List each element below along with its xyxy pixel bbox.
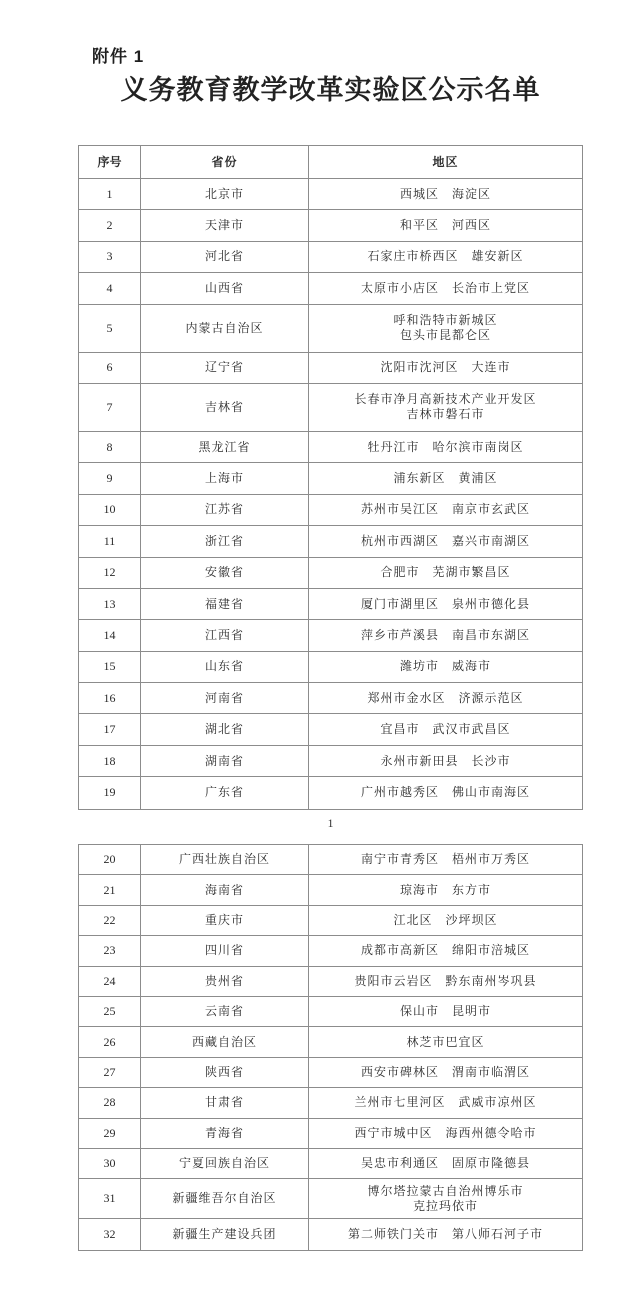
regions-cell — [309, 1179, 582, 1218]
province-cell-line: 贵州省 — [204, 973, 244, 988]
province-cell-line: 山西省 — [204, 280, 244, 295]
row-number-cell — [79, 179, 141, 209]
regions-cell-line: 江北区 沙坪坝区 — [393, 912, 498, 927]
column-header-no-line: 序号 — [97, 154, 122, 169]
province-cell-line: 湖北省 — [204, 722, 244, 737]
row-number-cell — [79, 746, 141, 776]
province-cell — [141, 936, 309, 965]
regions-cell — [309, 1119, 582, 1148]
regions-cell-line: 包头市昆都仑区 — [399, 328, 491, 343]
row-number-cell-line: 10 — [103, 502, 116, 517]
province-cell-line: 陕西省 — [204, 1064, 244, 1079]
regions-cell — [309, 620, 582, 650]
row-number-cell-line: 6 — [106, 360, 113, 375]
province-cell — [141, 683, 309, 713]
regions-cell-line: 宜昌市 武汉市武昌区 — [380, 722, 511, 737]
regions-cell — [309, 967, 582, 996]
row-number-cell — [79, 305, 141, 352]
row-number-cell-line: 28 — [103, 1095, 116, 1110]
regions-cell-line: 贵阳市云岩区 黔东南州岑巩县 — [354, 973, 537, 988]
table-row — [79, 1119, 582, 1149]
regions-cell-line: 厦门市湖里区 泉州市德化县 — [360, 596, 530, 611]
regions-cell — [309, 305, 582, 352]
table-row — [79, 179, 582, 210]
province-cell — [141, 875, 309, 904]
table-row — [79, 1088, 582, 1118]
regions-cell — [309, 495, 582, 525]
province-cell-line: 北京市 — [204, 186, 244, 201]
regions-cell-line: 石家庄市桥西区 雄安新区 — [367, 249, 524, 264]
province-cell — [141, 242, 309, 272]
row-number-cell-line: 8 — [106, 439, 113, 454]
province-cell — [141, 179, 309, 209]
row-number-cell — [79, 777, 141, 808]
regions-cell — [309, 714, 582, 744]
table-row — [79, 1058, 582, 1088]
province-cell — [141, 1219, 309, 1249]
province-cell — [141, 714, 309, 744]
row-number-cell — [79, 242, 141, 272]
row-number-cell — [79, 845, 141, 874]
attachment-label: 附件 1 — [92, 47, 145, 66]
regions-cell-line: 西宁市城中区 海西州德令哈市 — [354, 1125, 537, 1140]
province-cell — [141, 1088, 309, 1117]
experimental-zones-table-page1 — [78, 145, 583, 810]
row-number-cell-line: 3 — [106, 249, 113, 264]
regions-cell — [309, 179, 582, 209]
regions-cell-line: 西城区 海淀区 — [399, 186, 491, 201]
province-cell-line: 浙江省 — [204, 533, 244, 548]
row-number-cell-line: 2 — [106, 218, 113, 233]
province-cell — [141, 997, 309, 1026]
province-cell — [141, 353, 309, 383]
province-cell-line: 河南省 — [204, 690, 244, 705]
province-cell-line: 青海省 — [204, 1125, 244, 1140]
regions-cell-line: 萍乡市芦溪县 南昌市东湖区 — [360, 627, 530, 642]
regions-cell-line: 吉林市磐石市 — [406, 407, 485, 422]
province-cell-line: 上海市 — [204, 471, 244, 486]
regions-cell — [309, 746, 582, 776]
regions-cell — [309, 1058, 582, 1087]
regions-cell — [309, 1027, 582, 1056]
column-header-province-line: 省份 — [211, 154, 238, 169]
row-number-cell — [79, 683, 141, 713]
regions-cell — [309, 242, 582, 272]
row-number-cell-line: 7 — [106, 399, 113, 414]
province-cell-line: 云南省 — [204, 1004, 244, 1019]
province-cell-line: 福建省 — [204, 596, 244, 611]
regions-cell-line: 博尔塔拉蒙古自治州博乐市 — [367, 1183, 524, 1198]
row-number-cell — [79, 906, 141, 935]
table-row — [79, 906, 582, 936]
table-row — [79, 845, 582, 875]
regions-cell-line: 西安市碑林区 渭南市临渭区 — [360, 1064, 530, 1079]
province-cell-line: 江西省 — [204, 627, 244, 642]
province-cell — [141, 526, 309, 556]
row-number-cell-line: 25 — [103, 1004, 116, 1019]
table-row — [79, 875, 582, 905]
regions-cell-line: 苏州市吴江区 南京市玄武区 — [360, 502, 530, 517]
table-row — [79, 273, 582, 304]
experimental-zones-table-page2 — [78, 844, 583, 1251]
province-cell-line: 四川省 — [204, 943, 244, 958]
row-number-cell-line: 20 — [103, 852, 116, 867]
table-row — [79, 997, 582, 1027]
regions-cell — [309, 777, 582, 808]
row-number-cell — [79, 210, 141, 240]
regions-cell-line: 郑州市金水区 济源示范区 — [367, 690, 524, 705]
row-number-cell — [79, 1149, 141, 1178]
regions-cell — [309, 652, 582, 682]
province-cell — [141, 746, 309, 776]
regions-cell-line: 保山市 昆明市 — [399, 1004, 491, 1019]
regions-cell-line: 成都市高新区 绵阳市涪城区 — [360, 943, 530, 958]
province-cell — [141, 620, 309, 650]
regions-cell-line: 长春市净月高新技术产业开发区 — [354, 392, 537, 407]
province-cell-line: 内蒙古自治区 — [185, 320, 264, 335]
regions-cell-line: 沈阳市沈河区 大连市 — [380, 360, 511, 375]
regions-cell-line: 浦东新区 黄浦区 — [393, 471, 498, 486]
regions-cell — [309, 875, 582, 904]
document-title: 义务教育教学改革实验区公示名单 — [120, 75, 541, 105]
regions-cell-line: 太原市小店区 长治市上党区 — [360, 280, 530, 295]
regions-cell — [309, 432, 582, 462]
province-cell-line: 江苏省 — [204, 502, 244, 517]
row-number-cell-line: 4 — [106, 280, 113, 295]
regions-cell — [309, 589, 582, 619]
province-cell — [141, 384, 309, 431]
province-cell — [141, 432, 309, 462]
province-cell — [141, 558, 309, 588]
row-number-cell-line: 16 — [103, 690, 116, 705]
table-row — [79, 242, 582, 273]
row-number-cell-line: 11 — [103, 533, 116, 548]
regions-cell — [309, 936, 582, 965]
row-number-cell — [79, 1058, 141, 1087]
table-row — [79, 967, 582, 997]
row-number-cell — [79, 997, 141, 1026]
province-cell-line: 甘肃省 — [204, 1095, 244, 1110]
table-row — [79, 777, 582, 808]
province-cell-line: 山东省 — [204, 659, 244, 674]
row-number-cell — [79, 714, 141, 744]
row-number-cell — [79, 495, 141, 525]
row-number-cell — [79, 384, 141, 431]
row-number-cell — [79, 936, 141, 965]
row-number-cell-line: 1 — [106, 186, 113, 201]
regions-cell-line: 杭州市西湖区 嘉兴市南湖区 — [360, 533, 530, 548]
regions-cell — [309, 526, 582, 556]
province-cell-line: 重庆市 — [204, 912, 244, 927]
table-row — [79, 526, 582, 557]
row-number-cell — [79, 1119, 141, 1148]
row-number-cell — [79, 1219, 141, 1249]
regions-cell-line: 呼和浩特市新城区 — [393, 313, 498, 328]
row-number-cell-line: 21 — [103, 882, 116, 897]
regions-cell-line: 吴忠市利通区 固原市隆德县 — [360, 1156, 530, 1171]
column-header-province — [141, 146, 309, 178]
row-number-cell-line: 31 — [103, 1191, 116, 1206]
table-row — [79, 714, 582, 745]
row-number-cell — [79, 652, 141, 682]
province-cell — [141, 777, 309, 808]
row-number-cell — [79, 589, 141, 619]
table-row — [79, 432, 582, 463]
row-number-cell-line: 27 — [103, 1064, 116, 1079]
regions-cell — [309, 997, 582, 1026]
province-cell — [141, 1027, 309, 1056]
table-row — [79, 495, 582, 526]
regions-cell-line: 永州市新田县 长沙市 — [380, 753, 511, 768]
column-header-region-line: 地区 — [432, 154, 459, 169]
table-row — [79, 936, 582, 966]
row-number-cell — [79, 353, 141, 383]
table-row — [79, 683, 582, 714]
row-number-cell-line: 24 — [103, 973, 116, 988]
row-number-cell-line: 30 — [103, 1156, 116, 1171]
column-header-region — [309, 146, 582, 178]
regions-cell — [309, 845, 582, 874]
row-number-cell-line: 15 — [103, 659, 116, 674]
table-header-row — [79, 146, 582, 179]
province-cell-line: 西藏自治区 — [191, 1034, 257, 1049]
row-number-cell — [79, 526, 141, 556]
regions-cell-line: 克拉玛依市 — [412, 1198, 478, 1213]
row-number-cell — [79, 558, 141, 588]
row-number-cell-line: 17 — [103, 722, 116, 737]
province-cell-line: 广西壮族自治区 — [178, 852, 270, 867]
row-number-cell — [79, 1088, 141, 1117]
regions-cell — [309, 463, 582, 493]
table-row — [79, 1219, 582, 1249]
row-number-cell-line: 23 — [103, 943, 116, 958]
row-number-cell-line: 22 — [103, 912, 116, 927]
table-row — [79, 1149, 582, 1179]
table-row — [79, 558, 582, 589]
province-cell-line: 新疆生产建设兵团 — [172, 1226, 277, 1241]
page-number: 1 — [327, 816, 334, 830]
province-cell — [141, 967, 309, 996]
column-header-no — [79, 146, 141, 178]
row-number-cell — [79, 1027, 141, 1056]
table-row — [79, 1179, 582, 1219]
row-number-cell — [79, 875, 141, 904]
table-row — [79, 463, 582, 494]
row-number-cell — [79, 463, 141, 493]
regions-cell-line: 潍坊市 威海市 — [399, 659, 491, 674]
table-row — [79, 353, 582, 384]
row-number-cell-line: 12 — [103, 565, 116, 580]
regions-cell-line: 琼海市 东方市 — [399, 882, 491, 897]
row-number-cell — [79, 432, 141, 462]
province-cell-line: 海南省 — [204, 882, 244, 897]
row-number-cell — [79, 620, 141, 650]
regions-cell-line: 第二师铁门关市 第八师石河子市 — [347, 1226, 543, 1241]
regions-cell — [309, 273, 582, 303]
regions-cell — [309, 906, 582, 935]
province-cell-line: 新疆维吾尔自治区 — [172, 1191, 277, 1206]
row-number-cell-line: 13 — [103, 596, 116, 611]
regions-cell — [309, 210, 582, 240]
province-cell — [141, 906, 309, 935]
province-cell — [141, 273, 309, 303]
row-number-cell-line: 14 — [103, 627, 116, 642]
province-cell-line: 湖南省 — [204, 753, 244, 768]
regions-cell — [309, 353, 582, 383]
table-row — [79, 652, 582, 683]
province-cell — [141, 495, 309, 525]
row-number-cell — [79, 273, 141, 303]
row-number-cell-line: 32 — [103, 1226, 116, 1241]
province-cell-line: 宁夏回族自治区 — [178, 1156, 270, 1171]
table-row — [79, 305, 582, 353]
row-number-cell — [79, 1179, 141, 1218]
table-row — [79, 746, 582, 777]
table-row — [79, 620, 582, 651]
province-cell — [141, 305, 309, 352]
province-cell — [141, 1119, 309, 1148]
table-row — [79, 589, 582, 620]
province-cell-line: 安徽省 — [204, 565, 244, 580]
regions-cell-line: 和平区 河西区 — [399, 218, 491, 233]
regions-cell-line: 广州市越秀区 佛山市南海区 — [360, 785, 530, 800]
regions-cell-line: 牡丹江市 哈尔滨市南岗区 — [367, 439, 524, 454]
province-cell-line: 河北省 — [204, 249, 244, 264]
regions-cell-line: 合肥市 芜湖市繁昌区 — [380, 565, 511, 580]
province-cell — [141, 1058, 309, 1087]
province-cell — [141, 589, 309, 619]
province-cell — [141, 1179, 309, 1218]
table-row — [79, 384, 582, 432]
province-cell — [141, 463, 309, 493]
province-cell-line: 辽宁省 — [204, 360, 244, 375]
table-row — [79, 1027, 582, 1057]
province-cell-line: 广东省 — [204, 785, 244, 800]
province-cell-line: 吉林省 — [204, 399, 244, 414]
regions-cell — [309, 1149, 582, 1178]
regions-cell-line: 兰州市七里河区 武威市凉州区 — [354, 1095, 537, 1110]
province-cell — [141, 1149, 309, 1178]
regions-cell — [309, 683, 582, 713]
row-number-cell-line: 26 — [103, 1034, 116, 1049]
table-row — [79, 210, 582, 241]
regions-cell — [309, 558, 582, 588]
regions-cell — [309, 384, 582, 431]
row-number-cell-line: 29 — [103, 1125, 116, 1140]
row-number-cell-line: 9 — [106, 471, 113, 486]
province-cell — [141, 845, 309, 874]
province-cell-line: 黑龙江省 — [198, 439, 251, 454]
province-cell — [141, 210, 309, 240]
row-number-cell-line: 18 — [103, 753, 116, 768]
row-number-cell-line: 19 — [103, 785, 116, 800]
regions-cell — [309, 1088, 582, 1117]
row-number-cell-line: 5 — [106, 320, 113, 335]
regions-cell — [309, 1219, 582, 1249]
regions-cell-line: 林芝市巴宜区 — [406, 1034, 485, 1049]
row-number-cell — [79, 967, 141, 996]
province-cell-line: 天津市 — [204, 218, 244, 233]
regions-cell-line: 南宁市青秀区 梧州市万秀区 — [360, 852, 530, 867]
province-cell — [141, 652, 309, 682]
